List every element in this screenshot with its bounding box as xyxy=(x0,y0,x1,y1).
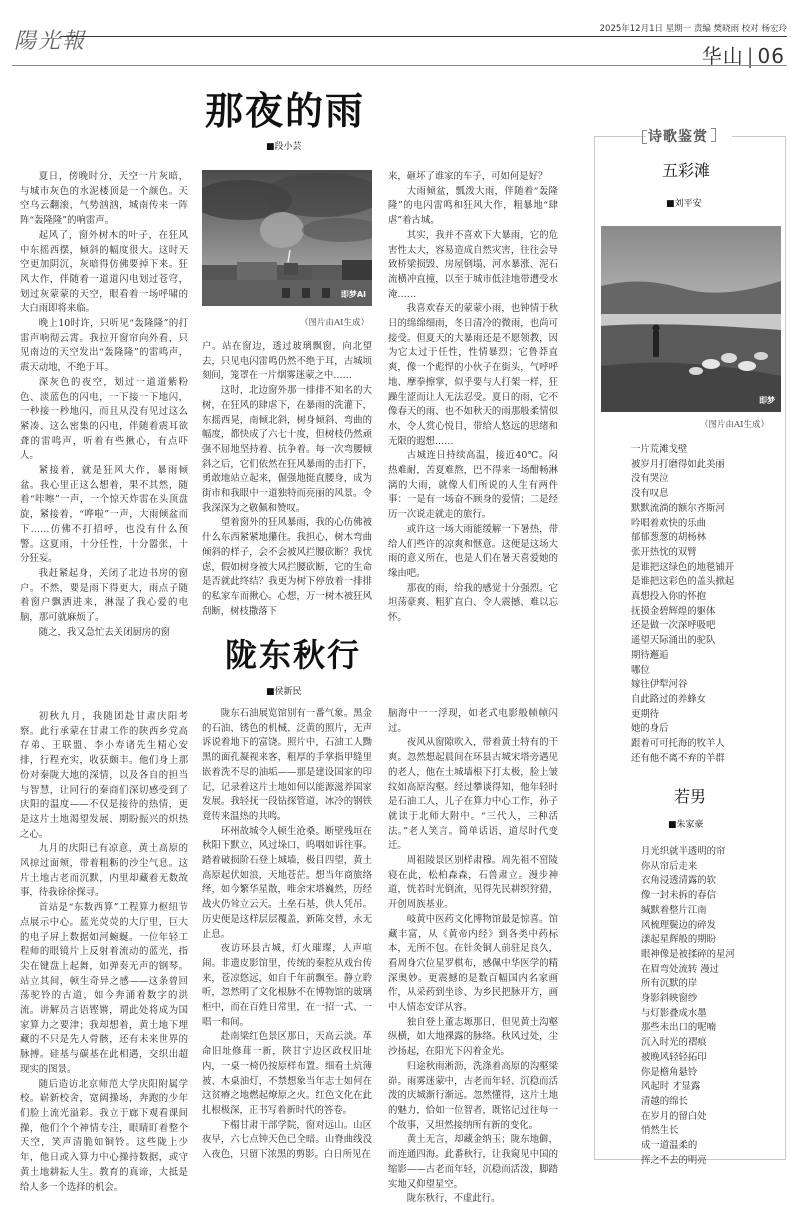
sidebar-border xyxy=(732,136,786,137)
article-byline: ■侯新民 xyxy=(266,687,302,697)
poem-line: 衣角浸透清露的软 xyxy=(641,875,717,887)
poem-line: 真想投入你的怀抱 xyxy=(631,591,707,603)
masthead-rule xyxy=(60,36,787,37)
poem-line: 跟着可可托海的牧羊人 xyxy=(631,738,725,750)
article-column xyxy=(202,707,372,1163)
poem-line: 郁郁葱葱的胡杨林 xyxy=(631,532,707,544)
newspaper-logo: 陽光報 xyxy=(14,29,87,54)
poem-line: 像一封未拆的春信 xyxy=(641,890,717,902)
issue-meta: 2025年12月1日 星期一 责编 樊晓雨 校对 杨宏玲 xyxy=(599,24,787,34)
poem-line: 挥之不去的明亮 xyxy=(641,1154,707,1166)
poem-line: 清越的绵长 xyxy=(641,1095,688,1107)
poem-line: 所有沉默的岸 xyxy=(641,978,698,990)
poem-body xyxy=(631,443,734,766)
image-watermark: 即梦AI xyxy=(340,290,366,299)
paragraph: 随之，我又急忙去关闭厨房的窗 xyxy=(38,626,171,638)
poem-line: 你是檐角悬铃 xyxy=(641,1066,698,1078)
paragraph: 或许这一场大雨能缓解一下暑热，带给人们些许的凉爽和惬意。这便是这场大雨的意义所在，也是人们在暑天喜爱她的缘由吧。 xyxy=(388,523,558,579)
article-column xyxy=(388,170,558,626)
poem-line: 月光织就半透明的帘 xyxy=(641,846,726,857)
poem-body xyxy=(641,845,735,1168)
paragraph: 随后造访北京师范大学庆阳附属学校。崭新校舍，宽阔操场，奔跑的少年们脸上流光溢彩。我立于廊下观看课间操，他们个个神情专注，眼睛盯着整个天空，笑声清脆如铜铃。这些陇上少年，他日或入算力中心操持数据，或守黄土地耕耘人生。教育的真谛，大抵是给人多一个选择的机会。 xyxy=(20,1078,188,1193)
article-column xyxy=(20,170,188,641)
article-title: 那夜的雨 xyxy=(205,89,366,133)
poem-author: ■刘平安 xyxy=(666,199,702,209)
paragraph: 九月的庆阳已有凉意，黄土高原的风掠过面颊，带着粗粝的沙尘气息。这片土地古老而沉默，内里却藏着无数故事，待我徐徐探寻。 xyxy=(20,843,188,899)
paragraph: 初秋九月，我随团赴甘肃庆阳考察。此行承蒙在甘肃工作的陕西乡党高存弟、王联盟、李小寿诸先生精心安排，行程充实，收获颇丰。他们身上那份对秦陇大地的深情，以及各自的担当与智慧，让同行的秦商们深切感受到了庆阳的温度——不仅是接待的热情，更是这片土地渴望发展、期盼振兴的炽热之心。 xyxy=(20,711,188,840)
poem-line: 一片荒滩戈壁 xyxy=(631,444,688,455)
paragraph: 望着窗外的狂风暴雨，我的心仿佛被什么东西紧紧地攥住。我担心，树木弯曲倾斜的样子，会不会被风拦腰砍断？我忧虑，假如树身被大风拦腰砍断，它的生命是否就此终结？我更为树下停放着一排排的私家车而揪心。心想，万一树木被狂风刮断，树枝撒落下 xyxy=(202,517,372,617)
poem-line: 哪位 xyxy=(631,664,650,676)
paragraph: 这时，北边窗外那一排排不知名的大树，在狂风的肆虐下，在暴雨的洗灌下，东摇西晃，南倾北斜，树身倾斜、弯曲的幅度，都快成了六七十度，但树枝仍然顽强不屈地坚持着、抗争着。每一次弯腰倾斜之后，它们依然在狂风暴雨的击打下，勇敢地站立起来，倔强地挺直腰身，成为街市和我眼中一道独特而亮丽的风景。令我深深为之敬佩和赞叹。 xyxy=(202,385,372,514)
paragraph: 起风了，窗外树木的叶子，在狂风中东摇西摆，倾斜的幅度很大。这时天空更加阴沉，灰暗得仿佛要掉下来。狂风大作，伴随着一道道闪电划过苍穹，划过灰蒙蒙的天空，眼看着一场呼啸的大白雨即将来临。 xyxy=(20,229,188,315)
poem-line: 成一道温柔的 xyxy=(641,1140,698,1152)
paragraph: 我赶紧起身，关闭了北边书房的窗户。不然，要是雨下得更大，雨点子随着窗户飘洒进来，淋湿了我心爱的电脑，那可就麻烦了。 xyxy=(20,567,188,624)
poem-line: 悄然生长 xyxy=(641,1125,679,1137)
section-name: 华山 xyxy=(701,44,744,68)
poem-author: ■朱家豪 xyxy=(668,820,704,830)
article-column xyxy=(202,340,372,619)
article-title: 陇东秋行 xyxy=(225,636,362,674)
poem-line: 自此路过的养蜂女 xyxy=(631,693,707,705)
paragraph: 岐黄中医药文化博物馆最是惊喜。馆藏丰富，从《黄帝内经》到各类中药标本，无所不包。在针灸铜人前驻足良久，看周身穴位星罗棋布，感佩中华医学的精深奥妙。更震撼的是数百幅国内名家画作，从采药到坐诊、为乡民把脉开方，画中人情态安详从容。 xyxy=(388,913,558,1014)
paragraph: 户。站在窗边，透过玻璃飘窗，向北望去，只见电闪雷鸣仍然不绝于耳，古城顷刻间，笼罩在一片烟雾迷蒙之中…… xyxy=(202,341,372,382)
poem-line: 在岁月的留白处 xyxy=(641,1110,707,1122)
paragraph: 环州故城令人顿生沧桑。断壁残垣在秋阳下默立，风过垛口，呜咽如诉往事。踏着破损阶石登上城墙，极目四望，黄土高原起伏如浪，天地苍茫。想当年商旅络绎，如今繁华星散，唯余宋塔巍然，历经战火仍耸立云天。土垒石基，供人凭吊。历史便是这样层层覆盖，新陈交替，永无止息。 xyxy=(202,825,372,940)
paragraph: 归途秋雨淅沥，洗涤着高原的沟壑梁峁。雨雾迷蒙中，古老而年轻、沉稳而活泼的庆城渐行渐远。忽然懂得，这片土地的魅力，恰如一位智者，既铭记过往每一个故事，又坦然接纳所有新的变化。 xyxy=(388,1060,558,1131)
poem-line: 期待邂逅 xyxy=(631,649,669,661)
paragraph: 大雨倾盆，瓢泼大雨，伴随着“轰隆隆”的电闪雷鸣和狂风大作，粗暴地“肆虐”着古城。 xyxy=(388,185,558,227)
poem-line: 在眉弯处流转 漫过 xyxy=(641,963,719,975)
paragraph: 来，砸坏了谁家的车子，可如何是好？ xyxy=(388,171,548,182)
poem-line: 是谁把这绿色的地毯铺开 xyxy=(631,561,735,573)
poem-line: 身影斜映窗纱 xyxy=(641,993,698,1005)
poem-line: 风梳理鬓边的碎发 xyxy=(641,919,717,931)
image-watermark: 即梦 xyxy=(759,396,775,405)
paragraph: 那夜的雨，给我的感觉十分强烈。它坦荡豪爽、粗犷直白、令人震撼、难以忘怀。 xyxy=(388,582,558,624)
poem-line: 抚摸金碧辉煌的躯体 xyxy=(631,605,716,617)
poem-line: 风起时 才显露 xyxy=(641,1081,701,1093)
paragraph: 独自登上董志塬那日，但见黄土沟壑纵横，如大地裸露的脉络。秋风过处，尘沙扬起，在阳光下闪着金光。 xyxy=(388,1016,558,1058)
paragraph: 脑海中一一浮现，如老式电影般帧帧闪过。 xyxy=(388,708,558,734)
poem-line: 那些未出口的呢喃 xyxy=(641,1022,717,1034)
poem-title: 五彩滩 xyxy=(662,161,711,180)
poem-line: 遥望天际涌出的驼队 xyxy=(631,635,716,647)
poem-line: 漾起星辉般的期盼 xyxy=(641,934,717,946)
poem-line: 张开热忱的双臂 xyxy=(631,546,697,558)
poem-line: 眼神像是被揉碎的星河 xyxy=(641,948,735,960)
separator: | xyxy=(746,44,755,68)
poem-line: 还有他不离不弃的羊群 xyxy=(631,752,725,764)
page-number: 06 xyxy=(757,44,785,68)
poem-line: 默默流淌的额尔齐斯河 xyxy=(631,502,725,514)
poem-line: 更期待 xyxy=(631,708,660,720)
paragraph: 陇东秋行，不虚此行。 xyxy=(406,1193,501,1205)
paragraph: 首站是“东数西算”工程算力枢纽节点展示中心。蓝光荧荧的大厅里，巨大的电子屏上数据如河蜿蜒。一位年轻工程师的眼镜片上反射着流动的蓝光，指尖在键盘上起舞，如弹奏无声的钢琴。站立其间，顿生奇异之感——这条曾回荡驼铃的古道，如今奔涌着数字的洪流。讲解员言语铿锵，谓此处将成为国家算力之要津；我却想着，黄土地下埋藏的不只是先人骨骸，还有未来世界的脉搏。硅基与碳基在此相遇，交织出超现实的图景。 xyxy=(20,902,188,1075)
storm-city-image xyxy=(202,170,372,306)
poem-line: 被岁月打磨得如此美丽 xyxy=(631,458,725,470)
paragraph: 紧接着，就是狂风大作，暴雨倾盆。我心里正这么想着，果不其然，随着“咔嚓”一声，一个惊天炸雷在头顶盘旋，紧接着，“哗啦”一声，大雨倾盆而下……仿佛不打招呼，也没有什么预警。这夏雨，十分任性，十分嚣张，十分狂妄。 xyxy=(20,465,188,565)
poem-line: 嫁往伊犁河谷 xyxy=(631,679,688,691)
article-byline: ■段小芸 xyxy=(266,142,302,152)
poem-line: 还是做一次深呼吸吧 xyxy=(631,620,716,632)
paragraph: 夏日，傍晚时分，天空一片灰暗，与城市灰色的水泥楼顶是一个颜色。天空乌云翻滚，气势汹汹，城南传来一阵阵“轰隆隆”的响雷声。 xyxy=(20,171,188,227)
paragraph: 周祖陵景区别样肃穆。周先祖不窋陵寝在此，松柏森森，石兽肃立。漫步神道，恍若时光倒流，见得先民耕织狩猎，开创周族基业。 xyxy=(388,855,558,911)
paragraph: 古城连日持续高温，接近40℃。闷热难耐，苦夏难熬，巴不得来一场酣畅淋漓的大雨，就像人们所说的人生有两件事：一是有一场奋不顾身的爱情；二是经历一次说走就走的旅行。 xyxy=(388,450,558,521)
paragraph: 其实，我并不喜欢下大暴雨，它的危害性太大，容易造成自然灾害，往往会导致桥梁损毁、房屋倒塌、河水暴涨、泥石流横冲直撞，以至于城市低洼地带遭受水淹…… xyxy=(388,229,558,300)
poem-title: 若男 xyxy=(674,787,707,806)
paragraph: 夜风从窗隙吹入，带着黄土特有的干爽。忽然想起晨间在环县古城宋塔旁遇见的老人，他在土城墙根下打太极，脸上皱纹如高原沟壑。经过攀谈得知，他年轻时是石油工人，儿子在算力中心工作，孙子就读于北师大附中。“三代人，三种活法。”老人笑言。简单话语，道尽时代变迁。 xyxy=(388,737,558,852)
paragraph: 黄土无言，却藏金纳玉；陇东地僻，而连通四海。此番秋行，让我窥见中国的缩影——古老而年轻，沉稳而活泼，脚踏实地又仰望星空。 xyxy=(388,1134,558,1190)
storm-photo xyxy=(202,170,372,306)
paragraph: 我喜欢春天的蒙蒙小雨，也钟情于秋日的绵绵细雨，冬日清冷的微雨，也尚可接受。但夏天的大暴雨还是不愿领教，因为它太过于任性，性情暴烈；它鲁莽直爽，像一个彪悍的小伙子在街头，气呼呼地、摩拳擦掌，似乎要与人打架一样，狂躁生涩而让人无法忍受。夏日的雨，它不像春天的雨、也不如秋天的雨那般柔情似水，令人赏心悦目，带给人悠远的思绪和无限的遐想…… xyxy=(388,303,558,447)
grassland-photo xyxy=(601,226,781,412)
poem-line: 没有叹息 xyxy=(631,488,669,500)
paragraph: 晚上10时许，只听见“轰隆隆”的打雷声响彻云霄。我拉开窗帘向外看，只见南边的天空发出“轰隆隆”的雷鸣声，震天动地，不绝于耳。 xyxy=(20,318,188,374)
paragraph: 陇东石油展览馆别有一番气象。黑金的石油、锈色的机械、泛黄的照片，无声诉说着地下的富饶。照片中，石油工人黝黑的面孔凝视来客，粗厚的手掌指甲缝里嵌着洗不尽的油垢——那是建设国家的印记，记录着这片土地如何以能源滋养国家发展。我轻抚一段钻探管道，冰冷的钢铁竟传来温热的共鸣。 xyxy=(202,708,372,822)
grassland-sheep-image xyxy=(601,226,781,412)
poem-line: 沉入时光的褶痕 xyxy=(641,1037,707,1049)
poem-line: 她的身后 xyxy=(631,723,669,735)
image-caption: （图片由AI生成） xyxy=(300,318,369,328)
poem-line: 是谁把这彩色的盖头掀起 xyxy=(631,576,735,588)
article-column xyxy=(388,707,558,1205)
poem-line: 被晚风轻轻拓印 xyxy=(641,1051,707,1063)
paragraph: 赴南梁红色景区那日，天高云淡。革命旧址修葺一新，陕甘宁边区政权旧址内，一桌一椅仍按原样布置。细看土炕薄被、木桌油灯，不禁想象当年志士如何在这贫瘠之地燃起燎原之火。红色文化在此扎根极深，正书写着新时代的答卷。 xyxy=(202,1031,372,1116)
poem-line: 吟唱着欢快的乐曲 xyxy=(631,517,707,529)
sidebar-section-title: 诗歌鉴赏 xyxy=(648,126,708,146)
image-caption: （图片由AI生成） xyxy=(700,420,769,430)
poem-line: 没有哭泣 xyxy=(631,473,669,485)
poem-line: 你从帘后走来 xyxy=(641,860,698,872)
poem-line: 缄默着整片江南 xyxy=(641,904,707,916)
masthead-bottom-rule xyxy=(12,65,787,66)
paragraph: 下榻甘肃干部学院，窗对远山。山区夜早，六七点钟天色已全暗。山脊曲线没入夜色，只留下浓黑的剪影。白日所见在 xyxy=(202,1119,372,1161)
sidebar-border xyxy=(594,136,646,137)
paragraph: 夜访环县古城，灯火璀璨，人声喧闹。非遗皮影馆里，传统的秦腔从戏台传来，苍凉悠远，如自千年前飘至。静立聆听，忽然明了文化根脉不在博物馆的玻璃柜中，而在百姓日常里，在一招一式、一唱一和间。 xyxy=(202,943,372,1028)
article-column xyxy=(20,710,188,1195)
poem-line: 与灯影叠成水墨 xyxy=(641,1007,707,1019)
paragraph: 深灰色的夜空，划过一道道紫粉色、淡蓝色的闪电，一下接一下地闪，一秒接一秒地闪，而且从没有见过这么紧凑、这么密集的闪电，伴随着震耳欲聋的雷鸣声，听着有些揪心，有点吓人。 xyxy=(20,376,188,462)
